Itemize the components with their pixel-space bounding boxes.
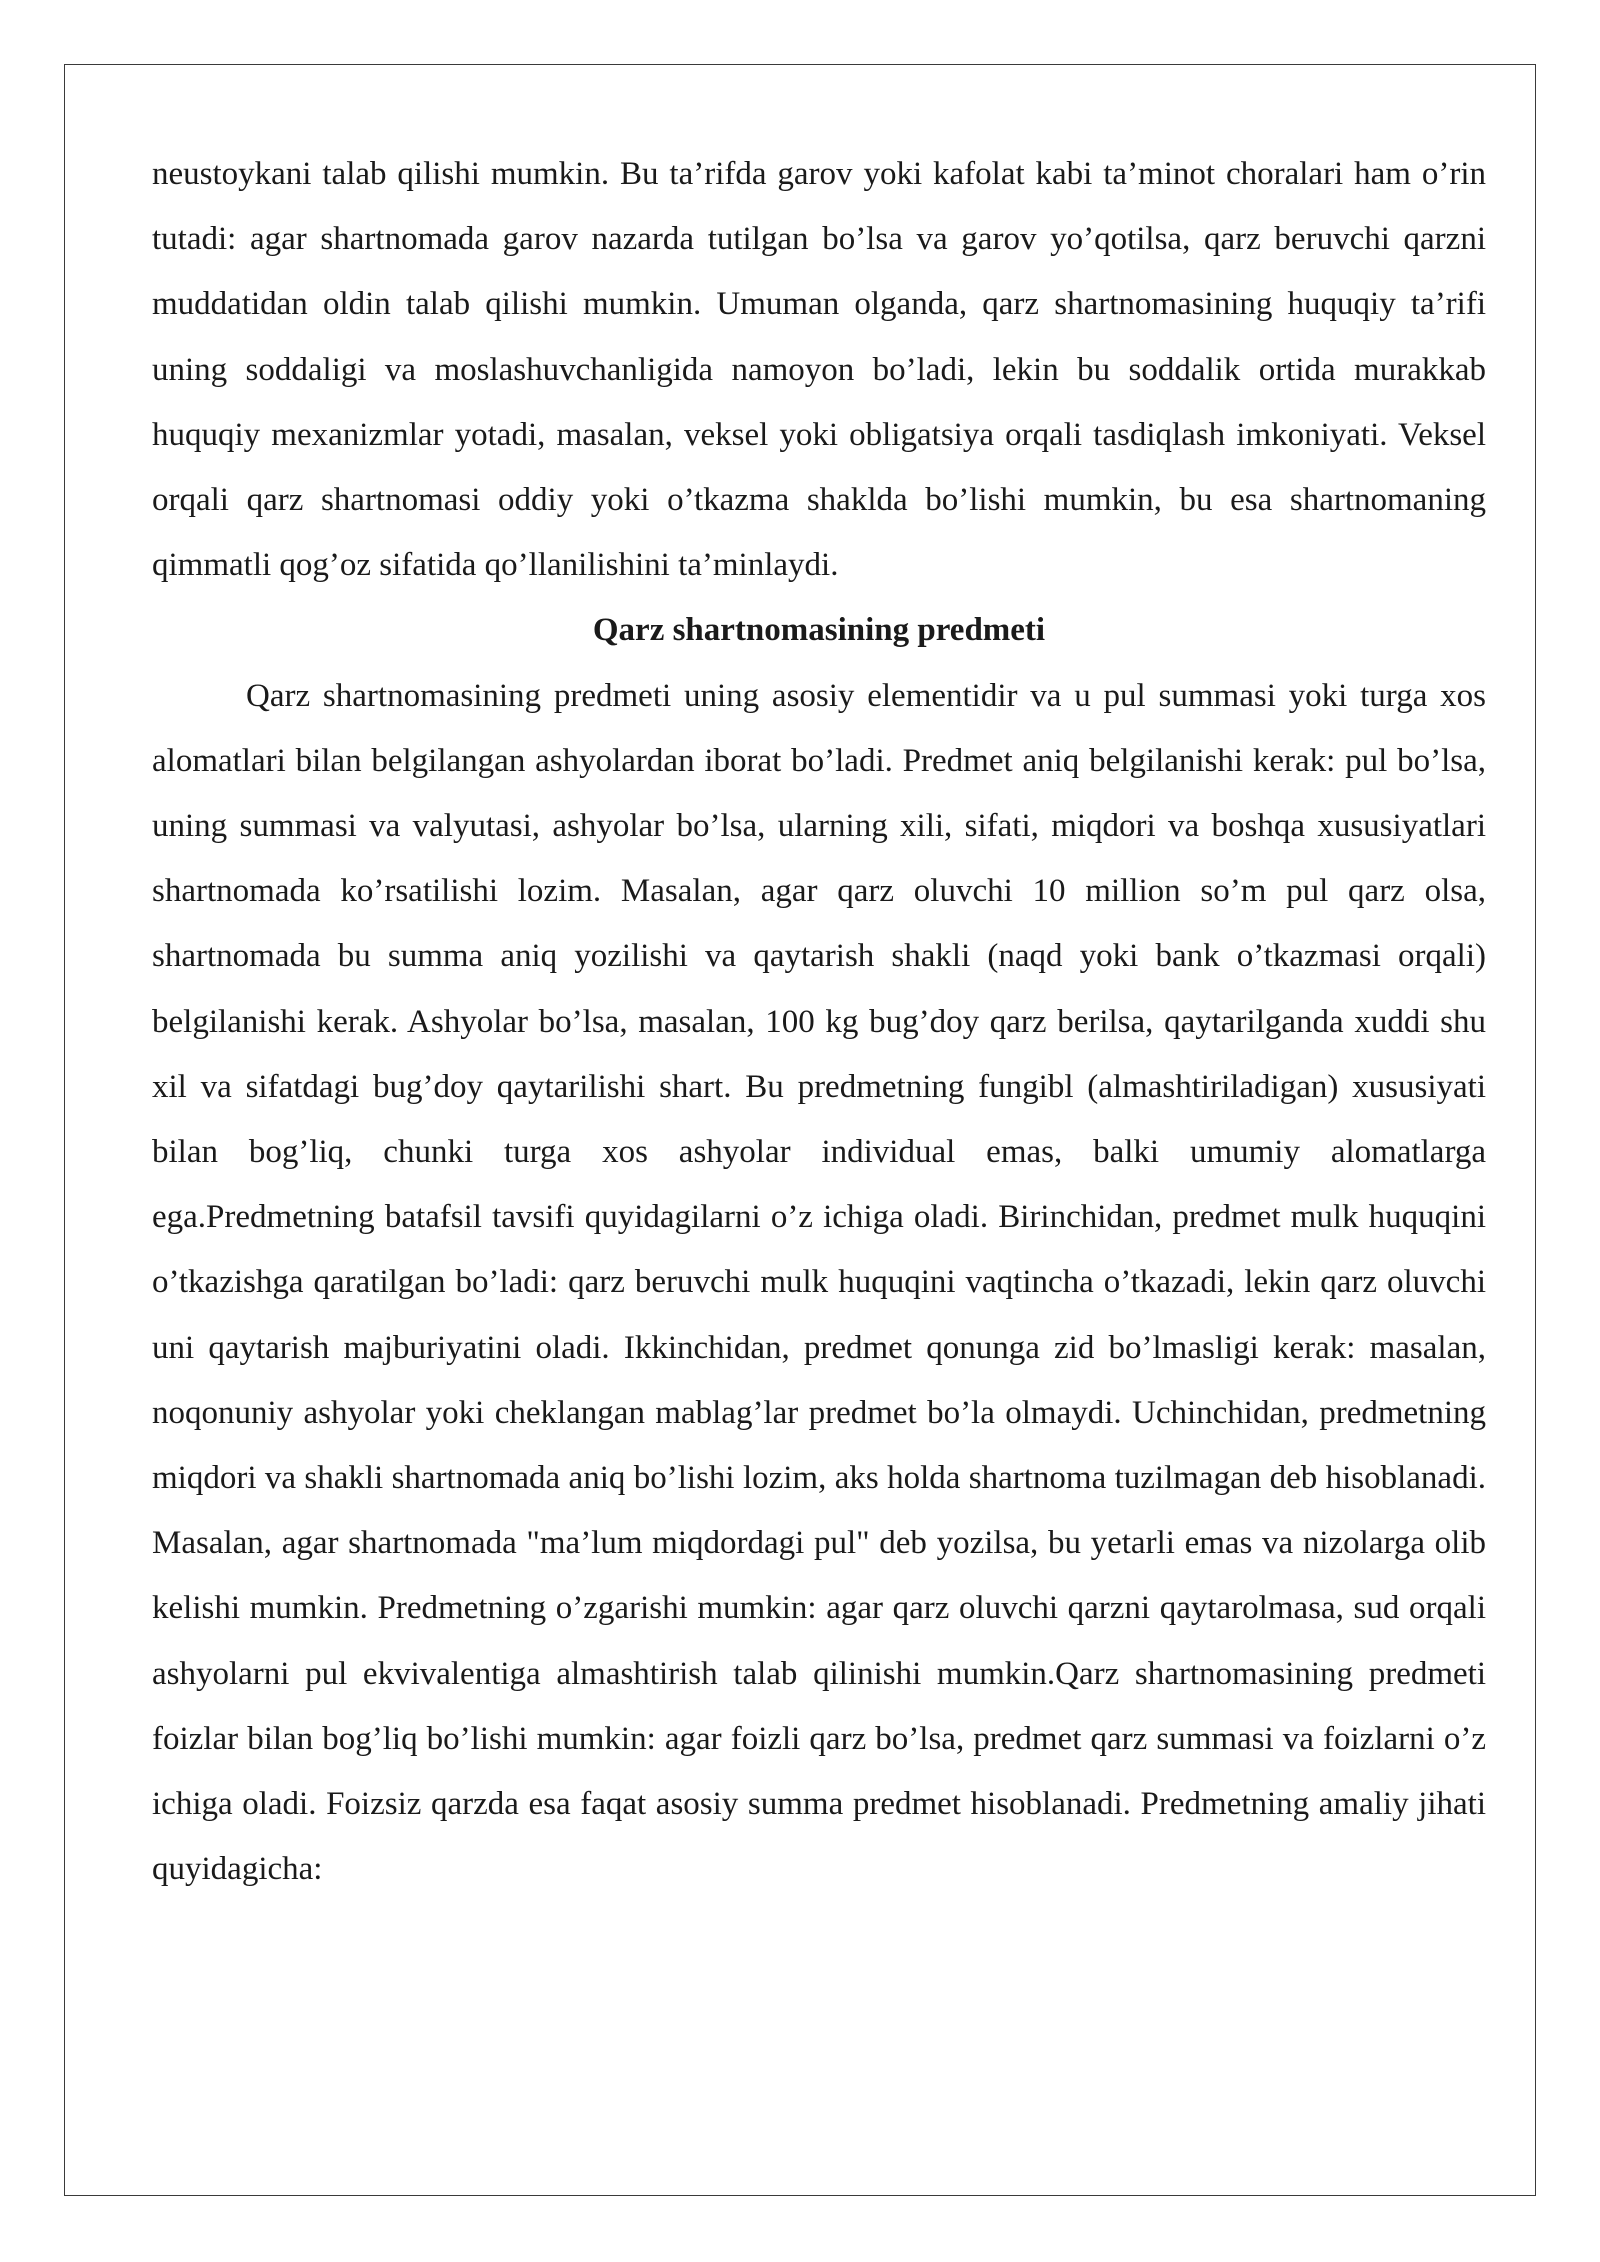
document-body	[152, 142, 1486, 1902]
section-heading: Qarz shartnomasining predmeti	[592, 612, 1046, 649]
paragraph-continuation: neustoykani talab qilishi mumkin. Bu ta’rifda garov yoki kafolat kabi ta’minot choralari ham o’rin tutadi: agar shartnomada garov nazarda tutilgan bo’lsa va garov yo’qotilsa, qarz beruvchi qarzni muddatidan oldin talab qilishi mumkin. Umuman olganda, qarz shartnomasining huquqiy ta’rifi uning soddaligi va moslashuvchanligida namoyon bo’ladi, lekin bu soddalik ortida murakkab huquqiy mexanizmlar yotadi, masalan, veksel yoki obligatsiya orqali tasdiqlash imkoniyati. Veksel orqali qarz shartnomasi oddiy yoki o’tkazma shaklda bo’lishi mumkin, bu esa shartnomaning qimmatli qog’oz sifatida qo’llanilishini ta’minlaydi.	[152, 156, 1486, 584]
paragraph-subject-description: Qarz shartnomasining predmeti uning asosiy elementidir va u pul summasi yoki turga xos alomatlari bilan belgilangan ashyolardan iborat bo’ladi. Predmet aniq belgilanishi kerak: pul bo’lsa, uning summasi va valyutasi, ashyolar bo’lsa, ularning xili, sifati, miqdori va boshqa xususiyatlari shartnomada ko’rsatilishi lozim. Masalan, agar qarz oluvchi 10 million so’m pul qarz olsa, shartnomada bu summa aniq yozilishi va qaytarish shakli (naqd yoki bank o’tkazmasi orqali) belgilanishi kerak. Ashyolar bo’lsa, masalan, 100 kg bug’doy qarz berilsa, qaytarilganda xuddi shu xil va sifatdagi bug’doy qaytarilishi shart. Bu predmetning fungibl (almashtiriladigan) xususiyati bilan bog’liq, chunki turga xos ashyolar individual emas, balki umumiy alomatlarga ega.Predmetning batafsil tavsifi quyidagilarni o’z ichiga oladi. Birinchidan, predmet mulk huquqini o’tkazishga qaratilgan bo’ladi: qarz beruvchi mulk huquqini vaqtincha o’tkazadi, lekin qarz oluvchi uni qaytarish majburiyatini oladi. Ikkinchidan, predmet qonunga zid bo’lmasligi kerak: masalan, noqonuniy ashyolar yoki cheklangan mablag’lar predmet bo’la olmaydi. Uchinchidan, predmetning miqdori va shakli shartnomada aniq bo’lishi lozim, aks holda shartnoma tuzilmagan deb hisoblanadi. Masalan, agar shartnomada "ma’lum miqdordagi pul" deb yozilsa, bu yetarli emas va nizolarga olib kelishi mumkin. Predmetning o’zgarishi mumkin: agar qarz oluvchi qarzni qaytarolmasa, sud orqali ashyolarni pul ekvivalentiga almashtirish talab qilinishi mumkin.Qarz shartnomasining predmeti foizlar bilan bog’liq bo’lishi mumkin: agar foizli qarz bo’lsa, predmet qarz summasi va foizlarni o’z ichiga oladi. Foizsiz qarzda esa faqat asosiy summa predmet hisoblanadi. Predmetning amaliy jihati quyidagicha:	[152, 677, 1486, 1888]
